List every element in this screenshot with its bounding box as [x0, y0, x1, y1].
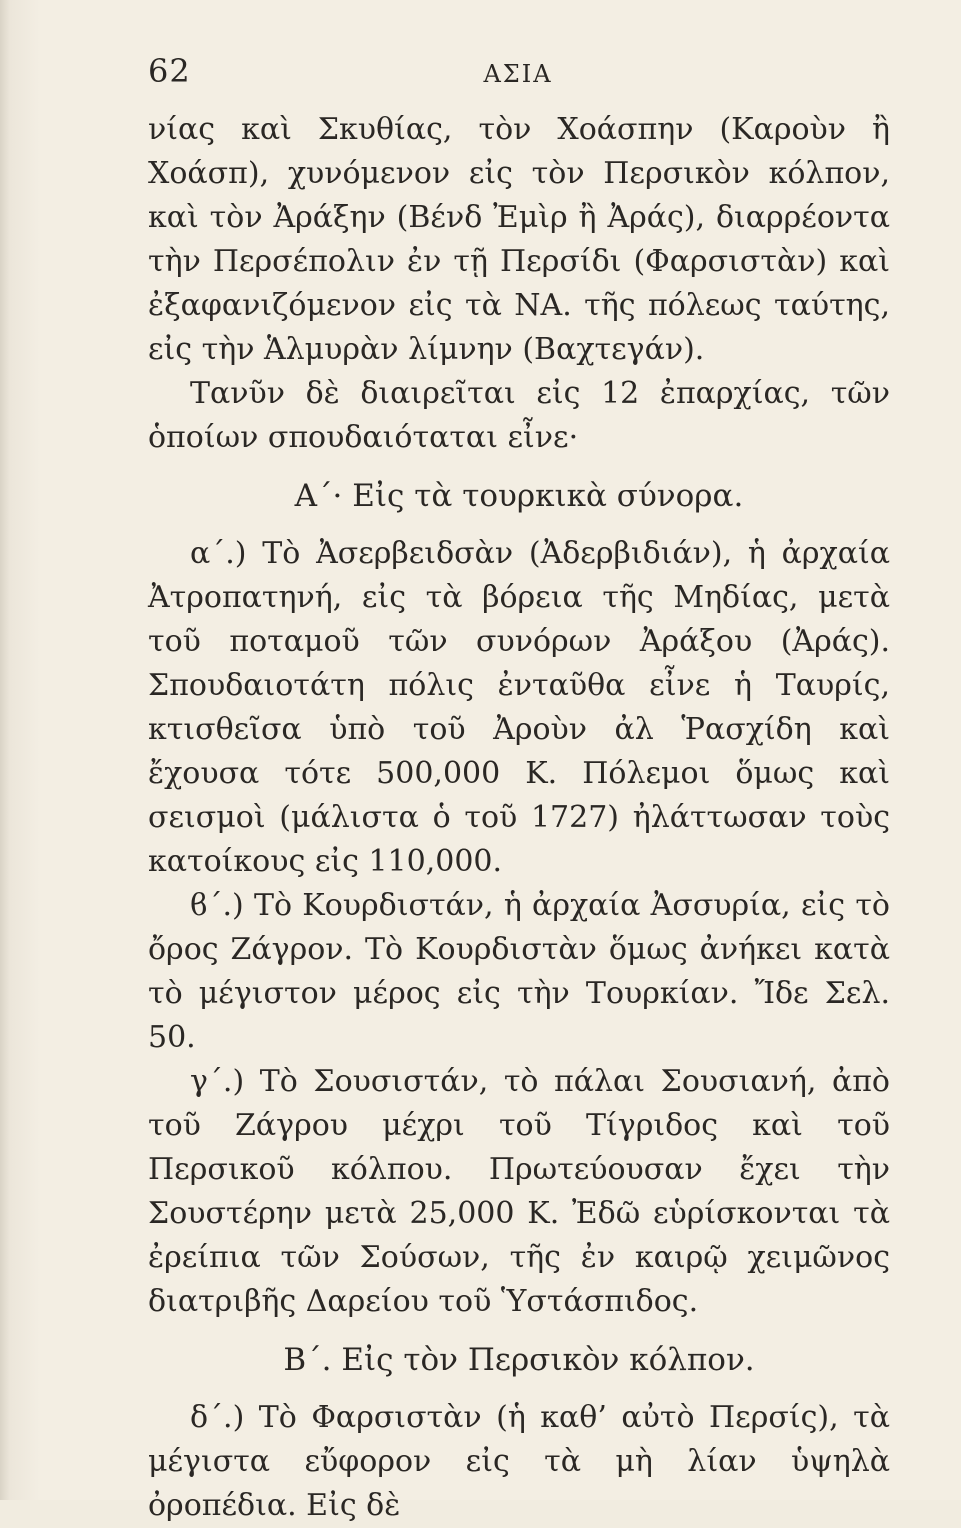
paragraph-3: α΄.) Τὸ Ἀσερβειδσὰν (Ἀδερβιδιάν), ἡ ἀρχαία Ἀτροπατηνή, εἰς τὰ βόρεια τῆς Μηδίας, μετὰ τοῦ ποταμοῦ τῶν συνόρων Ἀράξου (Ἀράς). Σπουδαιοτάτη πόλις ἐνταῦθα εἶνε ἡ Ταυρίς, κτισθεῖσα ὑπὸ τοῦ Ἀροὺν ἀλ Ῥασχίδη καὶ ἔχουσα τότε 500,000 Κ. Πόλεμοι ὅμως καὶ σεισμοὶ (μάλιστα ὁ τοῦ 1727) ἠλάττωσαν τοὺς κατοίκους εἰς 110,000. [148, 536, 890, 879]
page-header [148, 52, 888, 102]
paragraph-5: γ΄.) Τὸ Σουσιστάν, τὸ πάλαι Σουσιανή, ἀπὸ τοῦ Ζάγρου μέχρι τοῦ Τίγριδος καὶ τοῦ Περσικοῦ κόλπου. Πρωτεύουσαν ἔχει τὴν Σουστέρην μετὰ 25,000 Κ. Ἐδῶ εὑρίσκονται τὰ ἐρείπια τῶν Σούσων, τῆς ἐν καιρῷ χειμῶνος διατριβῆς Δαρείου τοῦ Ὑστάσπιδος. [148, 1064, 890, 1319]
section-heading-b: Β΄. Εἰς τὸν Περσικὸν κόλπον. [283, 1342, 755, 1378]
paragraph-2: Τανῦν δὲ διαιρεῖται εἰς 12 ἐπαρχίας, τῶν ὁποίων σπουδαιόταται εἶνε· [148, 376, 890, 455]
body-text [148, 108, 890, 1528]
page-number: 62 [148, 52, 191, 90]
running-head: ΑΣΙΑ [483, 60, 553, 88]
paragraph-4: ϐ΄.) Τὸ Κουρδιστάν, ἡ ἀρχαία Ἀσσυρία, εἰς τὸ ὄρος Ζάγρον. Τὸ Κουρδιστὰν ὅμως ἀνήκει κατὰ τὸ μέγιστον μέρος εἰς τὴν Τουρκίαν. Ἴδε Σελ. 50. [148, 888, 890, 1055]
paragraph-6: δ΄.) Τὸ Φαρσιστὰν (ἡ καθ’ αὐτὸ Περσίς), τὰ μέγιστα εὔφορον εἰς τὰ μὴ λίαν ὑψηλὰ ὀροπέδια. Εἰς δὲ [148, 1400, 890, 1523]
paragraph-1: νίας καὶ Σκυθίας, τὸν Χοάσπην (Καροὺν ἢ Χοάσπ), χυνόμενον εἰς τὸν Περσικὸν κόλπον, καὶ τὸν Ἀράξην (Βένδ Ἐμὶρ ἢ Ἀράς), διαρρέοντα τὴν Περσέπολιν ἐν τῇ Περσίδι (Φαρσιστὰν) καὶ ἐξαφανιζόμενον εἰς τὰ ΝΑ. τῆς πόλεως ταύτης, εἰς τὴν Ἁλμυρὰν λίμνην (Βαχτεγάν). [148, 112, 890, 367]
section-heading-a: Α΄· Εἰς τὰ τουρκικὰ σύνορα. [294, 478, 744, 514]
